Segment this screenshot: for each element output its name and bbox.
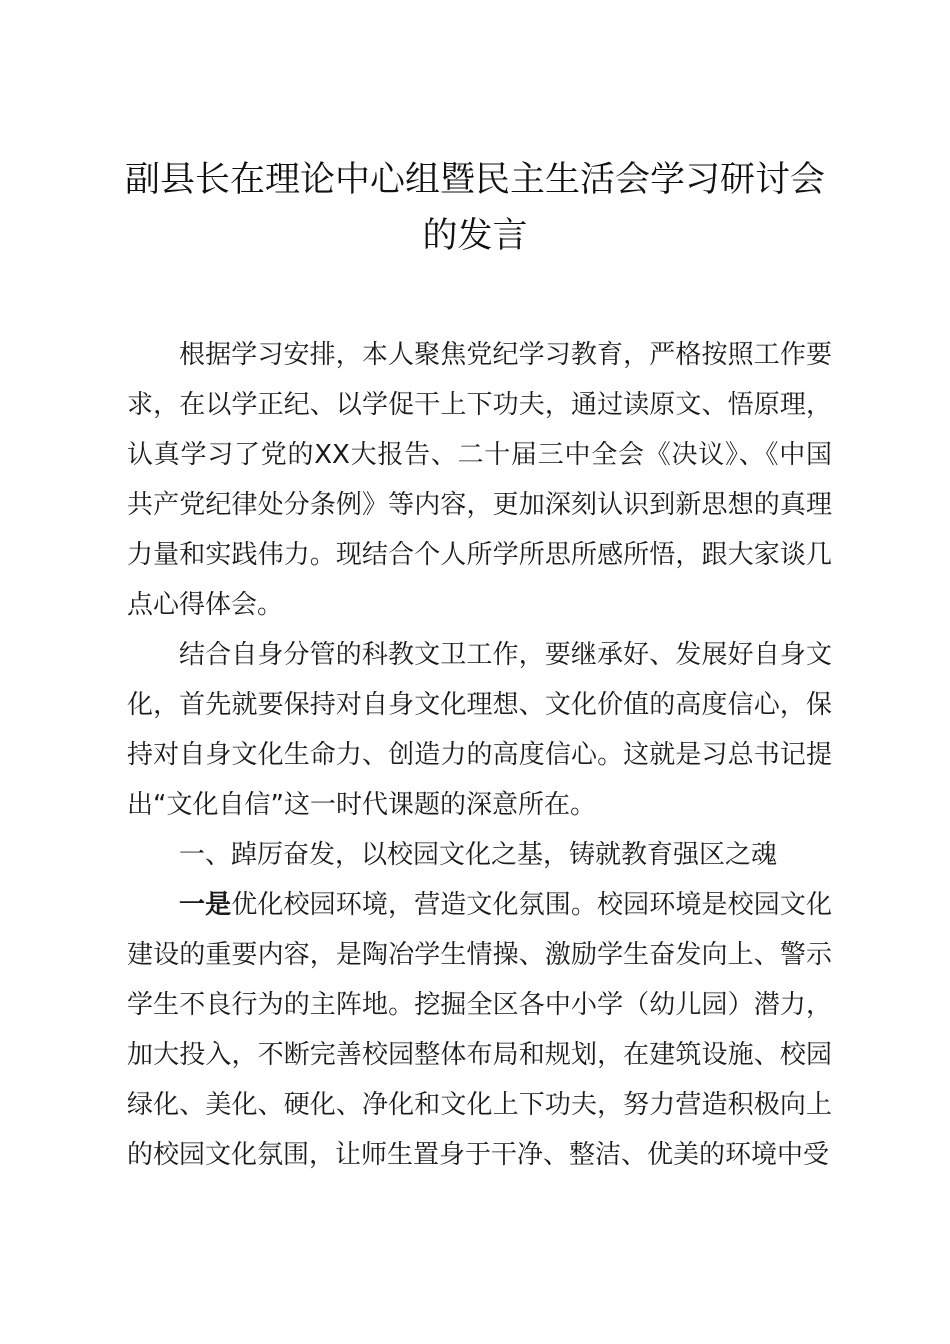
paragraph-point-one (127, 880, 832, 1180)
document-body (127, 330, 832, 1180)
section-heading: 一、踔厉奋发，以校园文化之基，铸就教育强区之魂 (179, 840, 778, 870)
point-one-text: 优化校园环境，营造文化氛围。校园环境是校园文化建设的重要内容，是陶冶学生情操、激励学生奋发向上、警示学生不良行为的主阵地。挖掘全区各中小学（幼儿园）潜力，加大投入，不断完善校园整体布局和规划，在建筑设施、校园绿化、美化、硬化、净化和文化上下功夫，努力营造积极向上的校园文化氛围，让师生置身于干净、整洁、优美的环境中受 (127, 890, 832, 1170)
paragraph-intro: 根据学习安排，本人聚焦党纪学习教育，严格按照工作要求，在以学正纪、以学促干上下功夫，通过读原文、悟原理，认真学习了党的XX大报告、二十届三中全会《决议》、《中国共产党纪律处分条例》等内容，更加深刻认识到新思想的真理力量和实践伟力。现结合个人所学所思所感所悟，跟大家谈几点心得体会。 (127, 340, 832, 620)
document-title: 副县长在理论中心组暨民主生活会学习研讨会的发言 (124, 160, 825, 256)
paragraph-culture: 结合自身分管的科教文卫工作，要继承好、发展好自身文化，首先就要保持对自身文化理想、文化价值的高度信心，保持对自身文化生命力、创造力的高度信心。这就是习总书记提出“文化自信”这一时代课题的深意所在。 (127, 640, 832, 820)
point-one-lead: 一是 (179, 890, 232, 920)
